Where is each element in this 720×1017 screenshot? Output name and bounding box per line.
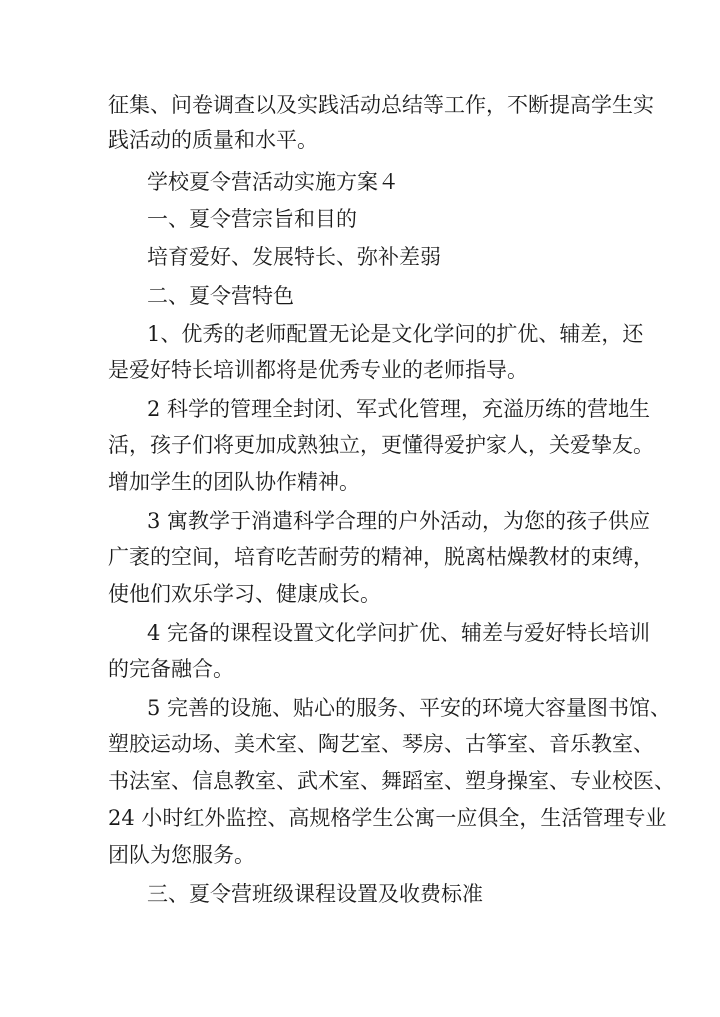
- text-line: 塑胶运动场、美术室、陶艺室、琴房、古筝室、音乐教室、: [108, 732, 654, 756]
- section-title: 学校夏令营活动实施方案４: [147, 170, 399, 194]
- text-line: 增加学生的团队协作精神。: [108, 470, 360, 494]
- text-line: 活，孩子们将更加成熟独立，更懂得爱护家人，关爱挚友。: [108, 433, 654, 457]
- text-line: 践活动的质量和水平。: [108, 128, 318, 152]
- text-line: 书法室、信息教室、武术室、舞蹈室、塑身操室、专业校医、: [108, 769, 675, 793]
- list-item-text: 2 科学的管理全封闭、军式化管理，充溢历练的营地生: [147, 397, 651, 421]
- list-item-text: 4 完备的课程设置文化学问扩优、辅差与爱好特长培训: [147, 621, 651, 645]
- list-item-text: 5 完善的设施、贴心的服务、平安的环境大容量图书馆、: [147, 696, 672, 720]
- section-heading: 二、夏令营特色: [147, 284, 294, 308]
- list-item-text: 1、优秀的老师配置无论是文化学问的扩优、辅差，还: [147, 322, 644, 346]
- text-line: 广袤的空间，培育吃苦耐劳的精神，脱离枯燥教材的束缚，: [108, 545, 654, 569]
- section-heading: 三、夏令营班级课程设置及收费标准: [147, 882, 483, 906]
- text-line: 团队为您服务。: [108, 843, 255, 867]
- text-line: 征集、问卷调查以及实践活动总结等工作，不断提高学生实: [108, 93, 654, 117]
- list-item-text: 3 寓教学于消遣科学合理的户外活动，为您的孩子供应: [147, 509, 651, 533]
- text-line: 培育爱好、发展特长、弥补差弱: [147, 245, 441, 269]
- text-line: 24 小时红外监控、高规格学生公寓一应俱全，生活管理专业: [108, 806, 667, 830]
- text-line: 是爱好特长培训都将是优秀专业的老师指导。: [108, 358, 528, 382]
- text-line: 的完备融合。: [108, 657, 234, 681]
- text-line: 使他们欢乐学习、健康成长。: [108, 582, 381, 606]
- section-heading: 一、夏令营宗旨和目的: [147, 207, 357, 231]
